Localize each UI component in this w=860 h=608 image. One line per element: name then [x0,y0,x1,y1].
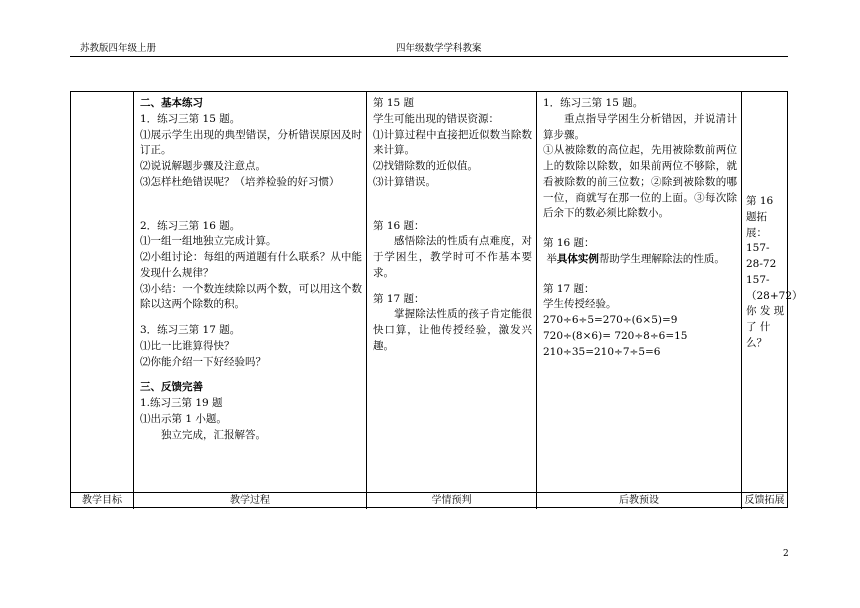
exercise-19-step-2: 独立完成，汇报解答。 [161,428,266,441]
prediction-16-title: 第 16 题： [373,219,425,232]
post-16-post: 帮助学生理解除法的性质。 [598,252,725,265]
section-basic-practice: 二、基本练习 [140,97,203,109]
prediction-16-text: 感悟除法的性质有点难度，对于学困生，教学时可不作基本要求。 [373,235,532,279]
prediction-17-text: 掌握除法性质的孩子肯定能很快口算，让他传授经验，激发兴趣。 [373,308,532,352]
footer-teaching-process: 教学过程 [134,493,367,509]
extension-line-1: 157-28-72 [746,242,777,270]
footer-post-teaching: 后教预设 [537,493,742,509]
footer-teaching-goal: 教学目标 [71,493,134,509]
post-17-text: 学生传授经验。 [543,298,617,311]
extension-line-3: 你 发 现 了 什么？ [746,305,785,349]
post-16-bold: 具体实例 [556,252,599,265]
lesson-table [70,91,803,508]
exercise-19-step-1: ⑴出示第 1 小题。 [140,412,227,425]
post-16-text [543,252,737,268]
exercise-15-step-1: ⑴展示学生出现的典型错误，分析错误原因及时订正。 [140,128,362,157]
extension-line-2: 157-（28+72） [746,273,803,302]
post-16-title: 第 16 题： [543,237,595,249]
post-15-steps: ①从被除数的高位起，先用被除数前两位上的数除以除数，如果前两位不够除，就看被除数的前三位数；②除到被除数的哪一位，商就写在那一位的上面。③每次除后余下的数必须比除数小。 [543,144,737,220]
footer-feedback-extension: 反馈拓展 [744,495,785,506]
exercise-16-step-2: ⑵小组讨论：每组的两道题有什么联系？从中能发现什么规律？ [140,251,362,279]
exercise-17-title: 3．练习三第 17 题。 [140,324,241,336]
header-left: 苏教版四年级上册 [80,43,157,54]
exercise-19-title: 1.练习三第 19 题 [140,397,223,409]
prediction-15-intro: 学生可能出现的错误资源： [373,112,499,125]
section-feedback: 三、反馈完善 [140,381,203,394]
col-student-prediction [367,92,537,492]
extension-title: 第 16 题拓展： [746,195,774,239]
col-post-teaching [537,92,742,492]
post-17-title: 第 17 题： [543,282,595,295]
prediction-17-title: 第 17 题： [373,292,425,305]
prediction-15-title: 第 15 题 [373,97,415,109]
equation-2: 720÷(8×6)= 720÷8÷6=15 [543,329,688,342]
post-16-pre: 举 [546,252,557,265]
exercise-16-step-1: ⑴一组一组地独立完成计算。 [140,235,277,248]
exercise-15-step-3: ⑶怎样杜绝错误呢？（培养检验的好习惯） [140,175,340,188]
equation-3: 210÷35=210÷7÷5=6 [543,345,661,358]
page-number: 2 [783,549,789,559]
prediction-15-item-3: ⑶计算错误。 [373,175,436,188]
exercise-17-step-1: ⑴比一比谁算得快？ [140,339,235,352]
exercise-17-step-2: ⑵你能介绍一下好经验吗？ [140,355,266,368]
exercise-16-step-3: ⑶小结：一个数连续除以两个数，可以用这个数除以这两个除数的积。 [140,282,362,311]
post-15-title: 1．练习三第 15 题。 [543,97,644,109]
table-footer-row [71,492,787,509]
exercise-16-title: 2．练习三第 16 题。 [140,219,241,232]
post-15-text: 重点指导学困生分析错因，并说清计算步骤。 [543,112,737,141]
header-rule [70,56,788,57]
equation-1: 270÷6÷5=270÷(6×5)=9 [543,314,678,326]
prediction-15-item-2: ⑵找错除数的近似值。 [373,160,478,172]
prediction-15-item-1: ⑴计算过程中直接把近似数当除数来计算。 [373,128,532,157]
header-title: 四年级数学学科教案 [396,43,482,54]
footer-student-prediction: 学情预判 [367,493,537,509]
exercise-15-title: 1．练习三第 15 题。 [140,112,241,125]
col-feedback-extension [742,92,803,492]
exercise-15-step-2: ⑵说说解题步骤及注意点。 [140,160,266,172]
col-teaching-process [134,92,367,492]
col-teaching-goal [71,92,134,492]
